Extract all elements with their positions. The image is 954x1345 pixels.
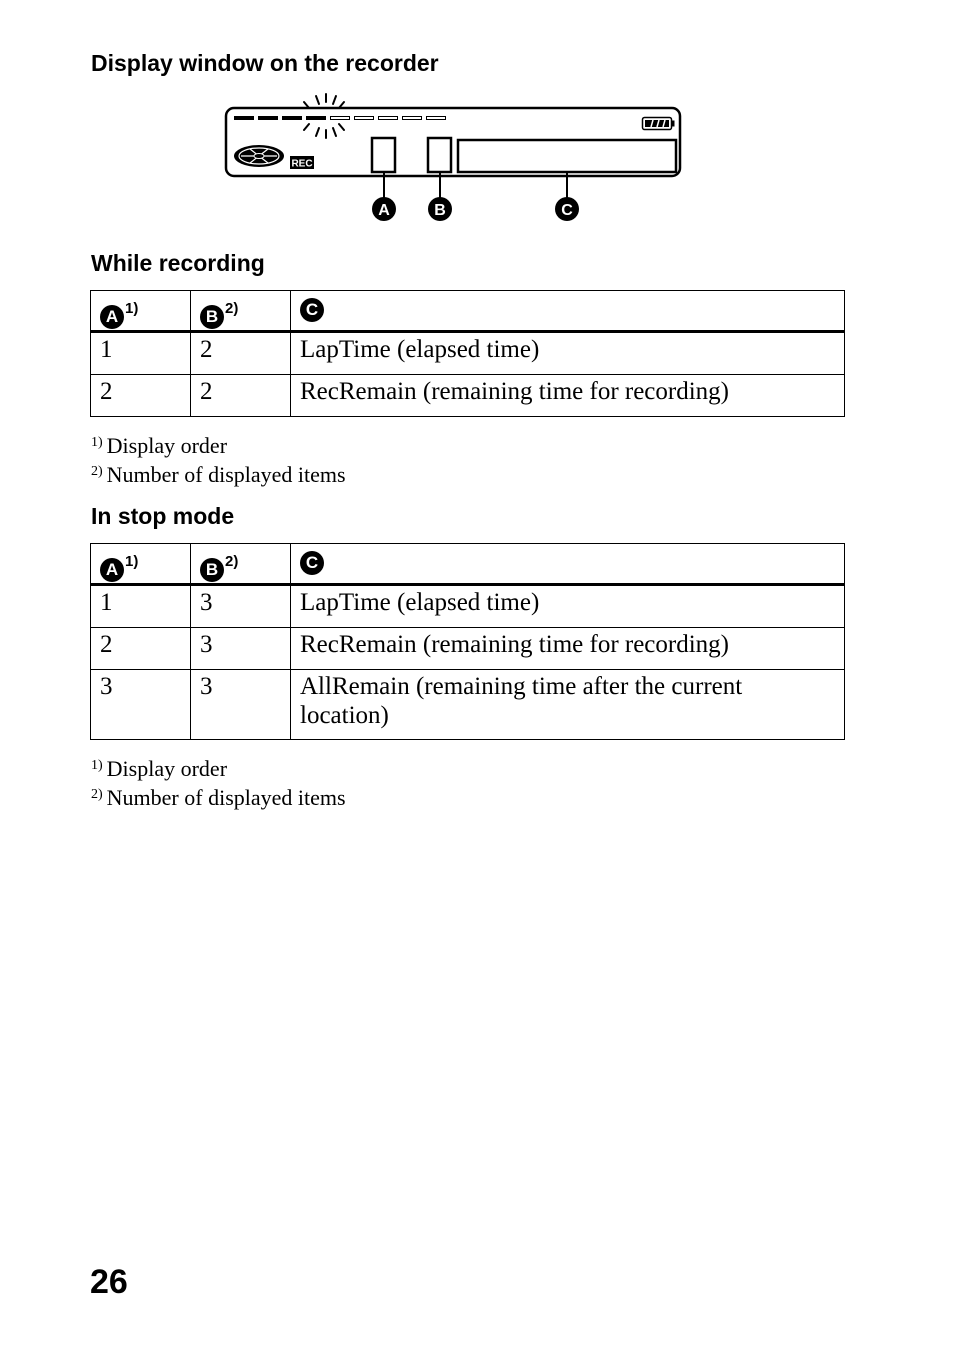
cell-display-order: 2	[91, 375, 191, 417]
footnote-ref: 2)	[225, 553, 239, 570]
rec-indicator	[290, 156, 314, 170]
callout-a	[372, 197, 396, 221]
circle-letter-a: A	[100, 305, 124, 329]
callout-c	[555, 197, 579, 221]
footnote-text: Display order	[106, 756, 228, 781]
footnote	[91, 753, 346, 782]
cell-item-name: RecRemain (remaining time for recording)	[291, 628, 845, 670]
header-a	[91, 291, 191, 332]
circle-letter-b: B	[200, 305, 224, 329]
header-c	[291, 544, 845, 585]
svg-text:A: A	[378, 202, 390, 219]
footnote-text: Display order	[106, 433, 228, 458]
circle-letter-a: A	[100, 558, 124, 582]
cell-display-order: 2	[91, 628, 191, 670]
cell-item-name: LapTime (elapsed time)	[291, 585, 845, 628]
disc-icon	[234, 145, 284, 167]
cell-display-order: 1	[91, 332, 191, 375]
battery-icon	[643, 118, 675, 130]
cell-display-order: 3	[91, 670, 191, 740]
section-heading-while-recording: While recording	[91, 250, 265, 276]
rec-label: REC	[291, 158, 313, 170]
field-b-box	[428, 138, 451, 172]
table-row	[91, 332, 845, 375]
table-row	[91, 375, 845, 417]
footnote-marker: 1)	[91, 435, 103, 450]
header-c	[291, 291, 845, 332]
circle-letter-b: B	[200, 558, 224, 582]
footnote-text: Number of displayed items	[106, 784, 346, 810]
footnote-ref: 2)	[225, 300, 239, 317]
header-a	[91, 544, 191, 585]
footnote	[91, 459, 346, 488]
display-window-diagram	[224, 92, 684, 228]
cell-item-name: LapTime (elapsed time)	[291, 332, 845, 375]
cell-item-count: 3	[191, 585, 291, 628]
svg-text:B: B	[434, 202, 446, 219]
circle-letter-c: C	[300, 551, 324, 575]
callout-b	[428, 197, 452, 221]
footnotes-stop-mode	[91, 753, 346, 810]
table-header-row	[91, 544, 845, 585]
cell-item-count: 3	[191, 670, 291, 740]
cell-item-name: RecRemain (remaining time for recording)	[291, 375, 845, 417]
circle-letter-c: C	[300, 298, 324, 322]
page-number: 26	[90, 1263, 128, 1301]
cell-item-count: 2	[191, 375, 291, 417]
footnote-ref: 1)	[125, 300, 139, 317]
section-heading-stop-mode: In stop mode	[91, 503, 235, 529]
table-row	[91, 585, 845, 628]
stop-mode-table	[90, 543, 845, 740]
footnote-marker: 1)	[91, 758, 103, 773]
header-b	[191, 544, 291, 585]
footnotes-recording	[91, 430, 346, 487]
svg-text:C: C	[561, 202, 573, 219]
cell-item-name: AllRemain (remaining time after the current location)	[291, 670, 845, 740]
cell-item-count: 3	[191, 628, 291, 670]
table-row	[91, 628, 845, 670]
footnote-marker: 2)	[91, 786, 103, 802]
level-meter	[234, 116, 326, 120]
footnote	[91, 782, 346, 811]
table-row	[91, 670, 845, 740]
cell-item-count: 2	[191, 332, 291, 375]
field-c-box	[458, 140, 676, 172]
cell-display-order: 1	[91, 585, 191, 628]
table-header-row	[91, 291, 845, 332]
footnote-text: Number of displayed items	[106, 461, 346, 487]
footnote	[91, 430, 346, 459]
footnote-ref: 1)	[125, 553, 139, 570]
field-a-box	[372, 138, 395, 172]
header-b	[191, 291, 291, 332]
while-recording-table	[90, 290, 845, 417]
footnote-marker: 2)	[91, 463, 103, 479]
section-heading-display-window: Display window on the recorder	[91, 50, 439, 76]
